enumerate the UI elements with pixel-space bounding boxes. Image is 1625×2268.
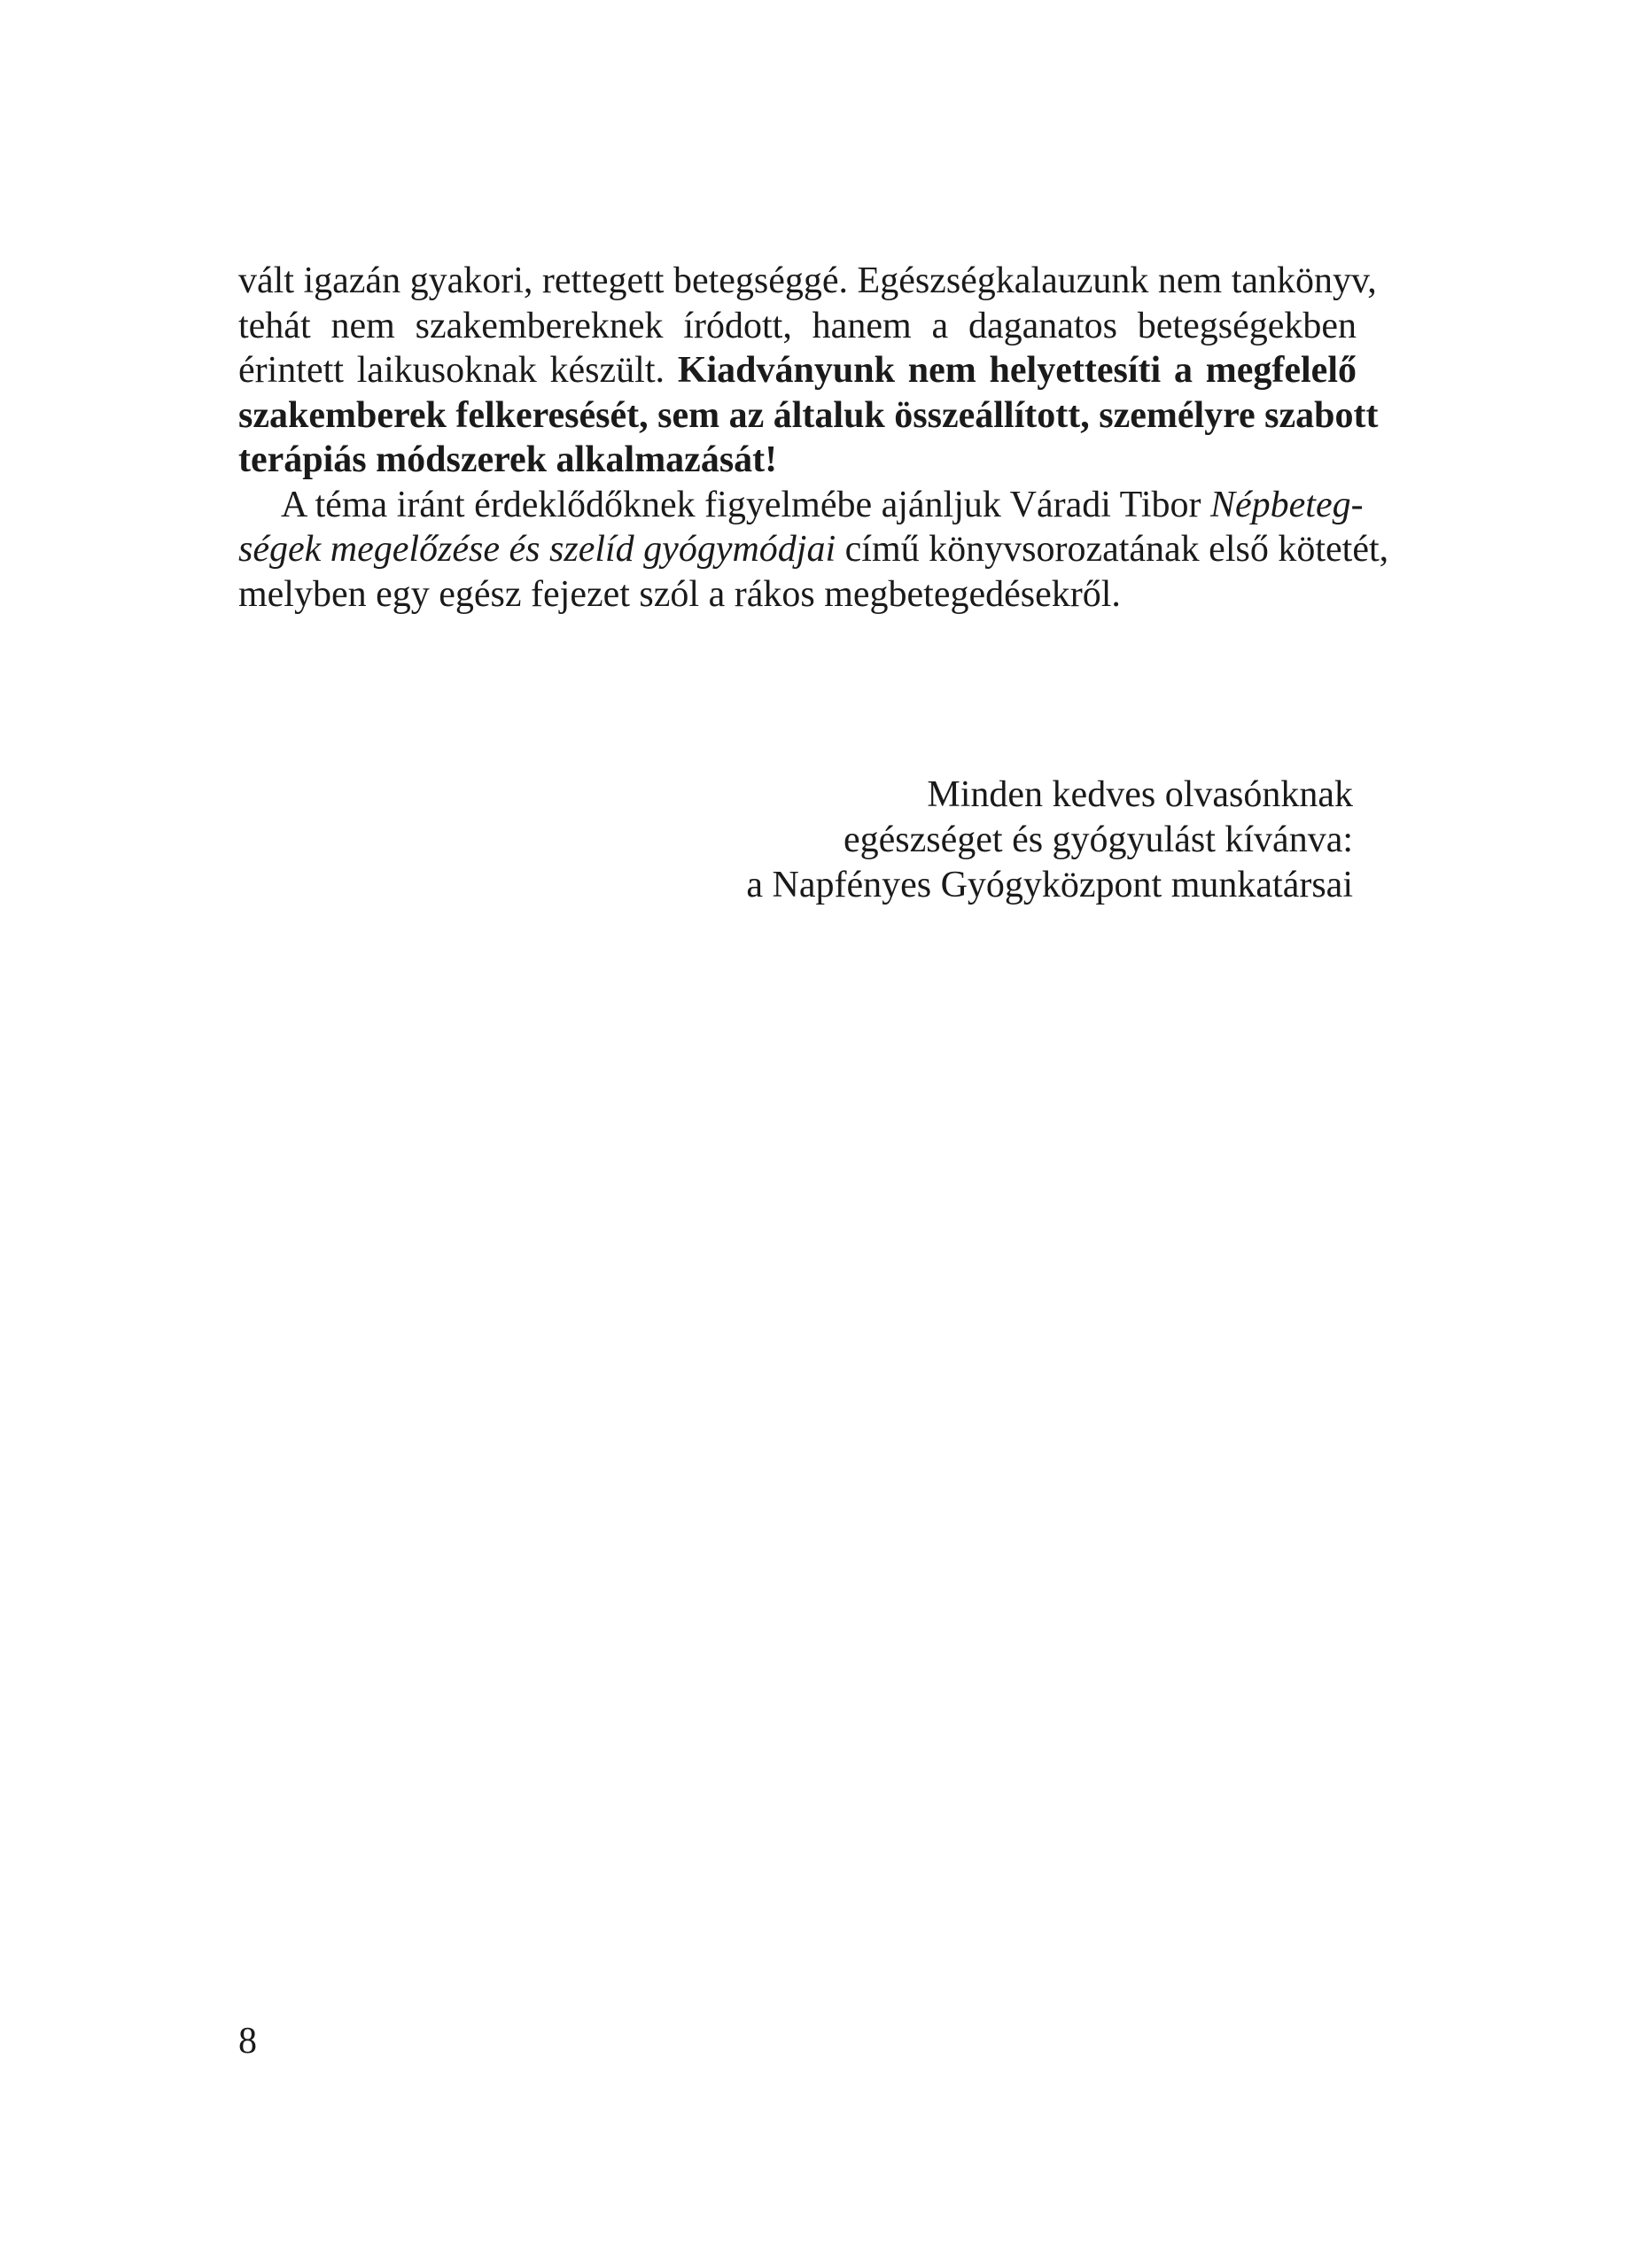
closing-line-1: Minden kedves olvasónknak <box>927 774 1353 815</box>
paragraph-1-line-5 <box>238 438 1357 483</box>
closing-line-2: egészséget és gyógyulást kívánva: <box>844 819 1353 860</box>
book-title-part-1: Népbeteg- <box>1209 484 1364 525</box>
closing-line-3: a Napfényes Gyógyközpont munkatársai <box>746 865 1353 905</box>
paragraph-1-line-1: vált igazán gyakori, rettegett betegséggé. Egészségkalauzunk nem tankönyv, <box>238 260 1377 301</box>
paragraph-1-line-2: tehát nem szakembereknek íródott, hanem a daganatos betegségekben <box>238 305 1357 346</box>
paragraph-2-line-2-regular: című könyvsorozatának első kötetét, <box>836 529 1389 570</box>
paragraph-1-line-3-regular: érintett laikusoknak készült. <box>238 350 678 391</box>
page-number: 8 <box>238 2021 257 2062</box>
paragraph-1-line-4 <box>238 393 1379 439</box>
paragraph-1-line-5-bold: terápiás módszerek alkalmazását! <box>238 439 778 480</box>
paragraph-2-line-1-regular: A téma iránt érdeklődőknek figyelmébe ajánljuk Váradi Tibor <box>281 484 1210 525</box>
paragraph-1-line-4-bold: szakemberek felkeresését, sem az általuk összeállított, személyre szabott <box>238 394 1379 436</box>
paragraph-1-line-3-bold: Kiadványunk nem helyettesíti a megfelelő <box>677 350 1357 391</box>
book-title-part-2: ségek megelőzése és szelíd gyógymódjai <box>238 529 836 570</box>
paragraph-2-line-3: melyben egy egész fejezet szól a rákos megbetegedésekről. <box>238 573 1121 615</box>
paragraph-2-line-1 <box>238 483 1364 528</box>
closing-signature <box>746 773 1353 908</box>
paragraph-2-line-2 <box>238 527 1389 572</box>
body-text <box>238 259 1389 617</box>
paragraph-1-line-3 <box>238 348 1357 393</box>
